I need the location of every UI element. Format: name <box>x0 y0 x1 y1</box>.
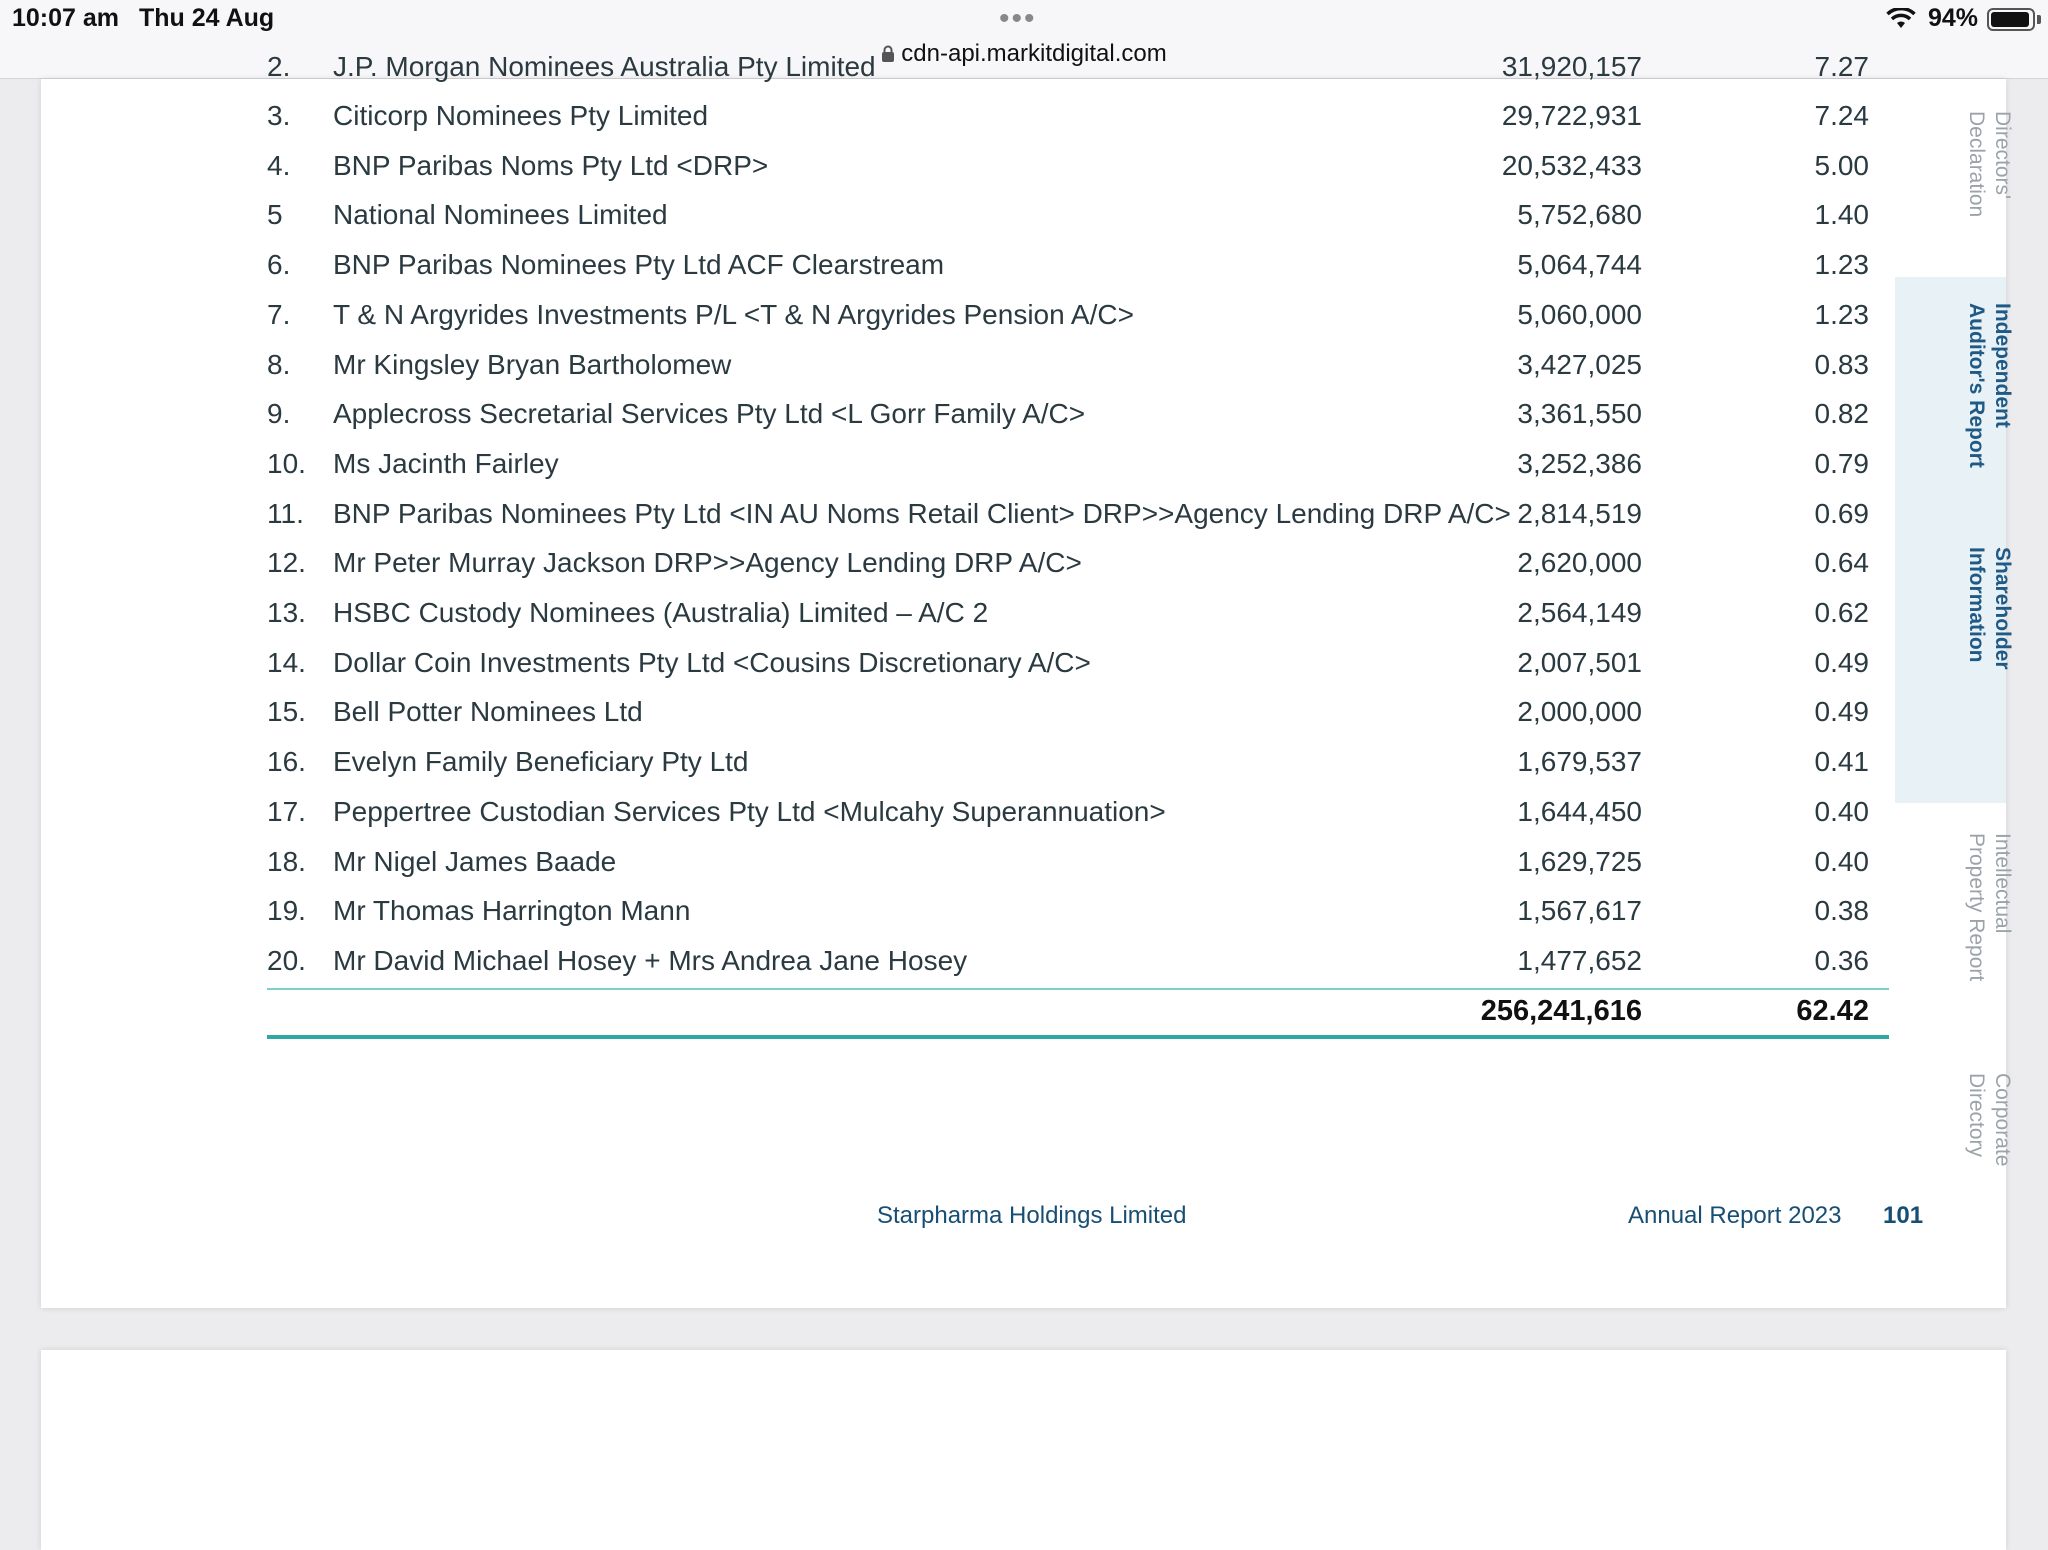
cell-pct: 1.23 <box>1814 299 1869 330</box>
cell-name: BNP Paribas Nominees Pty Ltd ACF Clearstream <box>333 249 945 280</box>
total-divider <box>267 988 1889 990</box>
cell-pct: 0.40 <box>1814 796 1869 827</box>
cell-num: 3. <box>267 100 291 131</box>
cell-pct: 0.79 <box>1814 448 1869 479</box>
cell-pct: 0.49 <box>1814 696 1869 727</box>
cell-num: 20. <box>267 945 306 976</box>
cell-name: National Nominees Limited <box>333 199 668 230</box>
total-shares: 256,241,616 <box>1480 995 1642 1027</box>
cell-shares: 5,752,680 <box>1517 199 1642 230</box>
total-underline <box>267 1035 1889 1039</box>
cell-name: BNP Paribas Nominees Pty Ltd <IN AU Noms Retail Client> DRP>>Agency Lending DRP A/C> <box>333 498 1511 529</box>
cell-name: BNP Paribas Noms Pty Ltd <DRP> <box>333 150 769 181</box>
table-row-partial: 2. J.P. Morgan Nominees Australia Pty Limited 31,920,157 7.27 <box>267 51 1869 82</box>
table-row <box>267 945 1887 985</box>
table-row <box>267 895 1887 935</box>
table-row <box>267 696 1887 736</box>
cell-pct: 0.69 <box>1814 498 1869 529</box>
footer-report-title: Annual Report 2023 <box>1628 1202 1842 1229</box>
cell-num: 17. <box>267 796 306 827</box>
cell-name: Bell Potter Nominees Ltd <box>333 696 643 727</box>
cell-num: 19. <box>267 895 306 926</box>
cell-num: 16. <box>267 746 306 777</box>
table-row <box>267 547 1887 587</box>
tab-shareholder-information[interactable]: Shareholder Information <box>1965 547 2014 670</box>
cell-num: 14. <box>267 647 306 678</box>
wifi-icon <box>1886 8 1916 30</box>
cell-shares: 3,361,550 <box>1517 398 1642 429</box>
table-row <box>267 846 1887 886</box>
cell-num: 8. <box>267 349 291 380</box>
total-percent: 62.42 <box>1796 995 1869 1027</box>
cell-pct: 0.36 <box>1814 945 1869 976</box>
cell-name: Citicorp Nominees Pty Limited <box>333 100 709 131</box>
cell-num: 12. <box>267 547 306 578</box>
tab-auditors-and-shareholder[interactable] <box>1895 277 2014 803</box>
section-side-nav <box>1895 79 2014 1308</box>
cell-num: 5 <box>267 199 283 230</box>
table-row <box>267 349 1887 389</box>
tab-independent-auditors-report[interactable]: Independent Auditor's Report <box>1965 303 2014 468</box>
cell-num: 7. <box>267 299 291 330</box>
cell-num: 11. <box>267 498 304 529</box>
cell-name: Peppertree Custodian Services Pty Ltd <Mulcahy Superannuation> <box>333 796 1166 827</box>
cell-num: 9. <box>267 398 291 429</box>
tab-intellectual-property-report[interactable]: Intellectual Property Report <box>1965 833 2014 982</box>
clock: 10:07 am <box>12 4 120 32</box>
cell-name: Evelyn Family Beneficiary Pty Ltd <box>333 746 749 777</box>
cell-shares: 29,722,931 <box>1501 100 1642 131</box>
cell-num: 4. <box>267 150 291 181</box>
url-text: cdn-api.markitdigital.com <box>901 40 1167 67</box>
table-row <box>267 398 1887 438</box>
cell-num: 13. <box>267 597 306 628</box>
cell-shares: 20,532,433 <box>1501 150 1642 181</box>
cell-name: Mr Thomas Harrington Mann <box>333 895 691 926</box>
page-number: 101 <box>1883 1202 1924 1229</box>
table-row <box>267 299 1887 339</box>
cell-name: Ms Jacinth Fairley <box>333 448 559 479</box>
table-total-row <box>267 995 1887 1035</box>
battery-percent: 94% <box>1928 4 1979 32</box>
cell-shares: 3,252,386 <box>1517 448 1642 479</box>
table-row <box>267 597 1887 637</box>
cell-name: Mr David Michael Hosey + Mrs Andrea Jane Hosey <box>333 945 968 976</box>
cell-pct: 0.41 <box>1814 746 1869 777</box>
cell-pct: 0.40 <box>1814 846 1869 877</box>
cell-name: Mr Peter Murray Jackson DRP>>Agency Lending DRP A/C> <box>333 547 1082 578</box>
cell-shares: 1,679,537 <box>1517 746 1642 777</box>
table-row <box>267 796 1887 836</box>
cell-shares: 3,427,025 <box>1517 349 1642 380</box>
cell-pct: 0.64 <box>1814 547 1869 578</box>
cell-shares: 2,564,149 <box>1517 597 1642 628</box>
table-row <box>267 150 1887 190</box>
cell-shares: 5,060,000 <box>1517 299 1642 330</box>
cell-pct: 0.38 <box>1814 895 1869 926</box>
cell-shares: 1,477,652 <box>1517 945 1642 976</box>
cell-pct: 0.82 <box>1814 398 1869 429</box>
cell-shares: 1,644,450 <box>1517 796 1642 827</box>
cell-name: T & N Argyrides Investments P/L <T & N Argyrides Pension A/C> <box>333 299 1134 330</box>
date: Thu 24 Aug <box>139 4 275 32</box>
cell-pct: 5.00 <box>1814 150 1869 181</box>
cell-shares: 2,620,000 <box>1517 547 1642 578</box>
table-row <box>267 249 1887 289</box>
cell-pct: 7.24 <box>1814 100 1869 131</box>
cell-num: 6. <box>267 249 291 280</box>
cell-pct: 1.23 <box>1814 249 1869 280</box>
cell-shares: 5,064,744 <box>1517 249 1642 280</box>
table-row <box>267 746 1887 786</box>
table-row <box>267 647 1887 687</box>
cell-shares: 1,629,725 <box>1517 846 1642 877</box>
next-document-page <box>41 1350 2006 1550</box>
footer-company: Starpharma Holdings Limited <box>877 1202 1187 1229</box>
more-dots-icon[interactable]: ••• <box>999 2 1037 35</box>
table-row <box>267 100 1887 140</box>
tab-directors-declaration[interactable]: Directors' Declaration <box>1965 111 2014 218</box>
cell-pct: 0.49 <box>1814 647 1869 678</box>
table-row <box>267 498 1887 538</box>
cell-name: Applecross Secretarial Services Pty Ltd <L Gorr Family A/C> <box>333 398 1086 429</box>
cell-num: 18. <box>267 846 306 877</box>
cell-pct: 0.83 <box>1814 349 1869 380</box>
cell-shares: 1,567,617 <box>1517 895 1642 926</box>
cell-num: 10. <box>267 448 306 479</box>
cell-name: Dollar Coin Investments Pty Ltd <Cousins Discretionary A/C> <box>333 647 1091 678</box>
cell-shares: 2,000,000 <box>1517 696 1642 727</box>
battery-icon <box>1987 8 2035 31</box>
battery-level-fill <box>1991 12 2029 27</box>
cell-name: HSBC Custody Nominees (Australia) Limited – A/C 2 <box>333 597 989 628</box>
cell-pct: 1.40 <box>1814 199 1869 230</box>
cell-num: 15. <box>267 696 306 727</box>
cell-name: Mr Kingsley Bryan Bartholomew <box>333 349 732 380</box>
tab-corporate-directory[interactable]: Corporate Directory <box>1965 1073 2014 1167</box>
table-row <box>267 199 1887 239</box>
cell-name: Mr Nigel James Baade <box>333 846 617 877</box>
cell-pct: 0.62 <box>1814 597 1869 628</box>
cell-shares: 2,814,519 <box>1517 498 1642 529</box>
cell-shares: 2,007,501 <box>1517 647 1642 678</box>
table-row <box>267 448 1887 488</box>
